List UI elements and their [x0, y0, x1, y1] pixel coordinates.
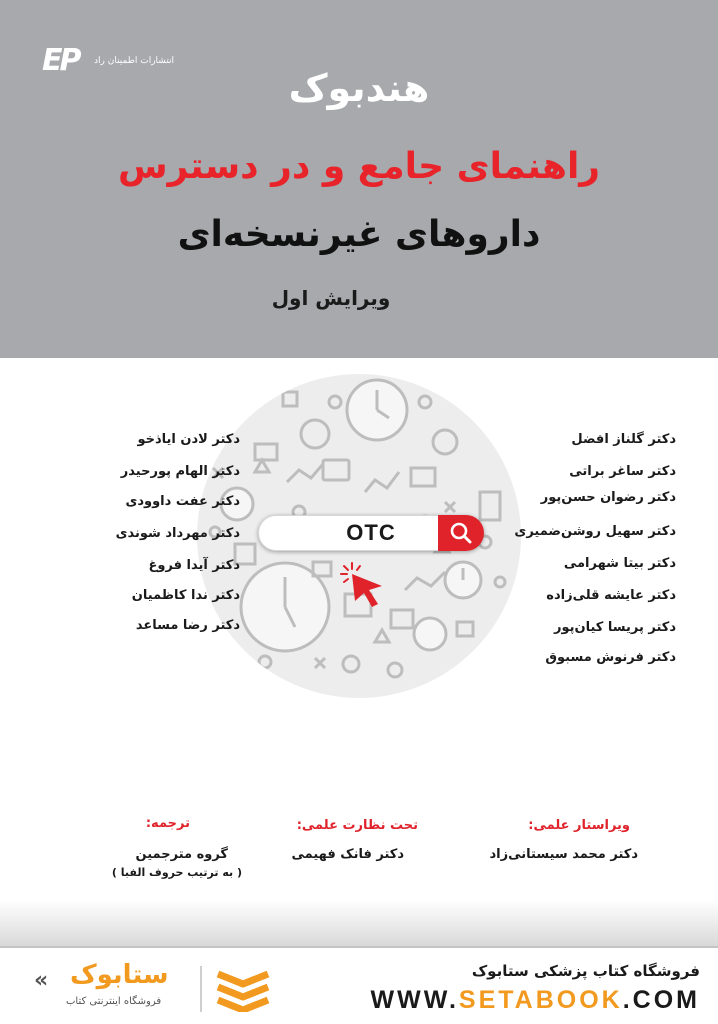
store-logo-tagline: فروشگاه اینترنتی کتاب — [66, 996, 162, 1007]
title-main: راهنمای جامع و در دسترس — [117, 146, 601, 187]
credit-translation — [111, 816, 242, 879]
publisher-logo-mark: EP — [42, 43, 79, 78]
author-name: دکتر بیتا شهرامی — [563, 556, 676, 571]
url-suffix: .COM — [622, 986, 700, 1014]
author-name: دکتر آیدا فروغ — [148, 558, 240, 573]
store-footer — [0, 948, 718, 1024]
supervision-name: دکتر فانک فهیمی — [291, 847, 404, 862]
author-name: دکتر مهرداد شوندی — [115, 526, 240, 541]
author-name: دکتر گلناز افضل — [571, 432, 676, 447]
author-name: دکتر عایشه قلی‌زاده — [546, 588, 676, 603]
author-name: دکتر ساغر براتی — [569, 464, 676, 479]
credit-supervision — [291, 818, 418, 862]
title-subtitle: داروهای غیرنسخه‌ای — [177, 214, 541, 255]
editor-label: ویراستار علمی: — [528, 818, 630, 833]
store-url[interactable] — [371, 986, 700, 1015]
store-logo — [28, 960, 278, 1016]
credit-editor — [489, 818, 638, 862]
author-name: دکتر ندا کاظمیان — [131, 588, 240, 603]
logo-divider — [200, 966, 202, 1012]
title-handbook: هندبوک — [288, 66, 430, 110]
store-name: فروشگاه کتاب پزشکی ستابوک — [471, 962, 700, 980]
supervision-label: تحت نظارت علمی: — [296, 818, 418, 833]
double-chevron-icon: « — [34, 968, 49, 993]
book-stack-icon — [212, 966, 274, 1012]
editor-name: دکتر محمد سیستانی‌زاد — [489, 847, 638, 862]
title-edition: ویرایش اول — [271, 286, 391, 310]
search-icon — [449, 521, 473, 545]
translation-name: گروه مترجمین — [135, 847, 228, 862]
url-accent: SETABOOK — [458, 986, 623, 1014]
author-name: دکتر عفت داوودی — [125, 494, 240, 509]
author-name: دکتر رضا مساعد — [135, 618, 240, 633]
translation-note: ( به ترتیب حروف الفبا ) — [111, 866, 242, 879]
translation-label: ترجمه: — [145, 816, 190, 831]
store-logo-word: ستابوک — [70, 960, 169, 990]
author-name: دکتر الهام پورحیدر — [120, 464, 240, 479]
search-query: OTC — [346, 520, 396, 545]
author-name: دکتر پریسا کیان‌پور — [554, 620, 676, 635]
author-name: دکتر سهیل روشن‌ضمیری — [514, 524, 676, 539]
authors-right-column — [476, 432, 676, 672]
bottom-fade — [0, 900, 718, 946]
url-prefix: WWW. — [370, 986, 459, 1014]
author-name: دکتر لادن ایاذخو — [137, 432, 240, 447]
cursor-click-icon — [338, 560, 390, 610]
publisher-name: انتشارات اطمینان راد — [94, 56, 175, 66]
search-bar[interactable] — [258, 515, 484, 551]
author-name: دکتر رضوان حسن‌پور — [540, 490, 676, 505]
author-name: دکتر فرنوش مسبوق — [545, 650, 676, 665]
authors-left-column — [60, 432, 240, 632]
